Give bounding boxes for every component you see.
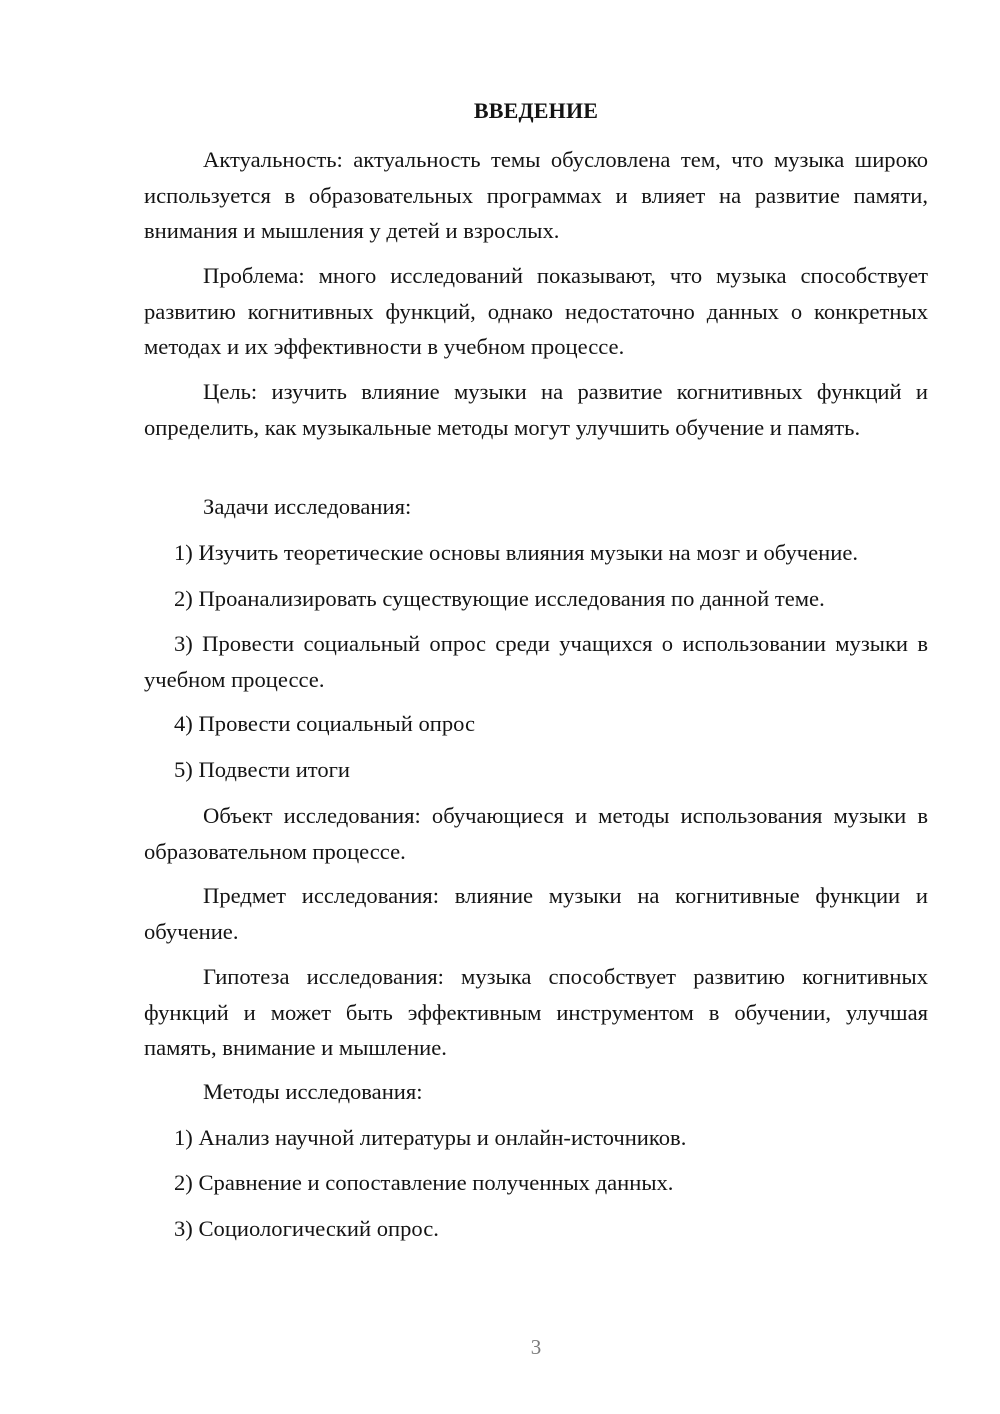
method-item-1: 1) Анализ научной литературы и онлайн-источников.	[174, 1125, 687, 1150]
paragraph-subject: Предмет исследования: влияние музыки на когнитивные функции и обучение.	[144, 883, 928, 944]
page-number: 3	[530, 1335, 542, 1359]
page-title: ВВЕДЕНИЕ	[473, 98, 599, 123]
paragraph-relevance: Актуальность: актуальность темы обусловлена тем, что музыка широко используется в образовательных программах и влияет на развитие памяти, внимания и мышления у детей и взрослых.	[144, 147, 928, 243]
paragraph-hypothesis: Гипотеза исследования: музыка способствует развитию когнитивных функций и может быть эффективным инструментом в обучении, улучшая память, внимание и мышление.	[144, 964, 928, 1060]
tasks-heading: Задачи исследования:	[203, 494, 412, 519]
method-item-3: 3) Социологический опрос.	[174, 1216, 439, 1241]
task-item-2: 2) Проанализировать существующие исследования по данной теме.	[174, 586, 825, 611]
task-item-1: 1) Изучить теоретические основы влияния музыки на мозг и обучение.	[174, 540, 858, 565]
paragraph-goal: Цель: изучить влияние музыки на развитие когнитивных функций и определить, как музыкальные методы могут улучшить обучение и память.	[144, 379, 928, 440]
task-item-3: 3) Провести социальный опрос среди учащихся о использовании музыки в учебном процессе.	[144, 631, 928, 692]
paragraph-object: Объект исследования: обучающиеся и методы использования музыки в образовательном процессе.	[144, 803, 928, 864]
task-item-4: 4) Провести социальный опрос	[174, 711, 476, 736]
methods-heading: Методы исследования:	[203, 1079, 423, 1104]
paragraph-problem: Проблема: много исследований показывают, что музыка способствует развитию когнитивных функций, однако недостаточно данных о конкретных методах и их эффективности в учебном процессе.	[144, 263, 928, 359]
method-item-2: 2) Сравнение и сопоставление полученных данных.	[174, 1170, 674, 1195]
task-item-5: 5) Подвести итоги	[174, 757, 351, 782]
